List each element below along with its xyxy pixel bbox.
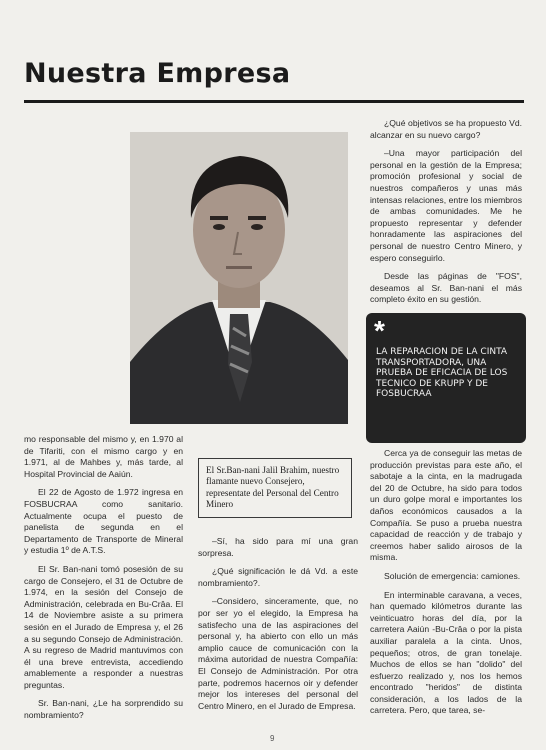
paragraph: El 22 de Agosto de 1.972 ingresa en FOSBUCRAA como sanitario. Actualmente ocupa el puesto de panelista de segunda en el Departamento de Transporte de Mineral y estudia 1º de A.T.S. [24,487,183,556]
photo-caption: El Sr.Ban-nani Jalil Brahim, nuestro flamante nuevo Consejero, representate del Personal del Centro Minero [198,458,352,518]
highlight-text: LA REPARACION DE LA CINTA TRANSPORTADORA, UNA PRUEBA DE EFICACIA DE LOS TECNICO DE KRUPP Y DE FOSBUCRAA [376,347,508,399]
page-number: 9 [270,734,275,743]
portrait-photo [130,132,348,424]
title-rule [24,100,524,103]
paragraph: –Una mayor participación del personal en la gestión de la Empresa; promoción profesional y social de nuestros compañeros y unas más intensas relaciones, entre los miembros de ambas comunidades. Me he propuesto representar y defender honradamente las aspiraciones del personal de nuestro Centro Minero, y espero conseguirlo. [370,148,522,263]
portrait-illustration [130,132,348,424]
paragraph: Desde las páginas de "FOS", deseamos al Sr. Ban-nani el más completo éxito en su gestión. [370,271,522,305]
paragraph: El Sr. Ban-nani tomó posesión de su cargo de Consejero, el 31 de Octubre de 1.974, en la sesión del Consejo de Administración, celebrada en Bu-Crâa. El 14 de Noviembre asiste a su primera sesión en el Jurado de Empresa y, el 26 a su segundo Consejo de Administración. A su regreso de Madrid mantuvimos con él una breve entrevista, accediendo amablemente a responder a nuestras preguntas. [24,563,183,690]
paragraph: ¿Qué significación le dá Vd. a este nombramiento?. [198,566,358,588]
middle-column [198,536,358,719]
paragraph: –Considero, sinceramente, que, no por ser yo el elegido, la Empresa ha satisfecho una de las aspiraciones del personal y, ha abierto con ello un más amplio cauce de comunicación con la máxima autoridad de nuestra Compañía: El Consejo de Administración. Por otra parte, podremos hacernos oir y defender mejor los intereses del personal del Centro Minero, en el Jurado de Empresa. [198,596,358,711]
page-title: Nuestra Empresa [24,58,291,89]
paragraph: Solución de emergencia: camiones. [384,570,521,581]
paragraph: mo responsable del mismo y, en 1.970 al de Tifariti, con el mismo cargo y en 1.971, al de Mahbes y, más tarde, al Hospital Provincial de Aaiún. [24,434,183,479]
asterisk-icon: * [374,315,385,346]
paragraph: Sr. Ban-nani, ¿Le ha sorprendido su nombramiento? [24,698,183,721]
right-column-top [370,118,522,313]
paragraph: Cerca ya de conseguir las metas de producción previstas para este año, el sabotaje a la cinta, en la madrugada del 20 de Octubre, ha sido para todos un duro golpe moral e importantes los daños económicos causados a la Compañía. Se puso a prueba nuestra capacidad de reacción y de trabajo y creemos haber salido airosos de la misma. [370,448,522,563]
left-column [24,434,183,729]
paragraph: En interminable caravana, a veces, han quemado kilómetros durante las veinticuatro horas del día, por la carretera Aaiún -Bu-Crâa o por la pista auxiliar paralela a la cinta. Unos, pequeños; otros, de gran tonelaje. Muchos de ellos se han "dolido" del esfuerzo realizado y, nos los hemos encontrado "heridos" de distinta consideración, a los lados de la carretera. Pero, que tarea, se- [370,589,522,716]
highlight-box [366,313,526,443]
paragraph: ¿Qué objetivos se ha propuesto Vd. alcanzar en su nuevo cargo? [370,118,522,140]
paragraph: –Sí, ha sido para mí una gran sorpresa. [198,536,358,558]
right-column-bottom [370,448,522,724]
